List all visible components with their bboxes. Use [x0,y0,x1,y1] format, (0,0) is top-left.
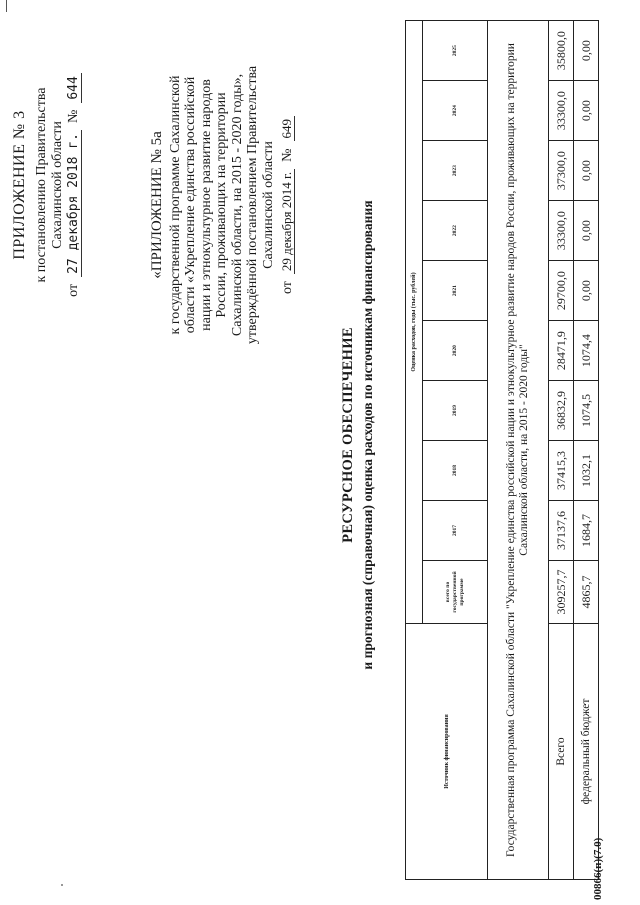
cell-value: 4865,7 [574,561,599,624]
cell-value: 0,00 [574,141,599,201]
appendix-date: 27 декабря 2018 г. [66,130,82,277]
appendix-5a-line: утверждённой постановлением Правительства [245,65,260,345]
total-header: всего по государственной программе [423,561,488,624]
appendix-5a-line: нации и этнокультурное развитие народов [198,79,214,331]
program-title: Государственная программа Сахалинской области "Укрепление единства российской нации и этнокультурное развитие народов России, проживающих на территории Сахалинской области, на 2015 - 2020 годы" [488,21,549,880]
appendix-5a-number: 649 [279,116,295,142]
year-header: 2018 [423,441,488,501]
cell-value: 1684,7 [574,501,599,561]
year-header: 2020 [423,321,488,381]
cell-value: 0,00 [574,81,599,141]
year-header: 2024 [423,81,488,141]
source-header: Источник финансирования [406,624,488,880]
date-prefix: от [280,281,295,295]
document-code: 00866(п)(7.0) [592,837,604,900]
cell-value: 29700,0 [549,261,574,321]
number-prefix: № [280,148,295,162]
cell-value: 33300,0 [549,81,574,141]
document-heading [340,145,376,725]
table-row [574,21,599,880]
appendix-title: ПРИЛОЖЕНИЕ № 3 [11,110,28,260]
appendix-5a-date: 29 декабря 2014 г. [279,169,295,274]
year-header: 2019 [423,381,488,441]
appendix-5a-line: к государственной программе Сахалинской [167,75,183,335]
cell-value: 1074,4 [574,321,599,381]
table-header-row [406,21,423,880]
appendix-line-1: к постановлению Правительства [34,87,49,283]
cell-value: 33300,0 [549,201,574,261]
appendix-5a-line: России, проживающих на территории [214,92,229,318]
year-header: 2022 [423,201,488,261]
appendix-5a-title: «ПРИЛОЖЕНИЕ № 5а [149,131,165,279]
row-label: Всего [549,624,574,880]
cell-value: 1032,1 [574,441,599,501]
year-header: 2021 [423,261,488,321]
cell-value: 0,00 [574,21,599,81]
table-row [549,21,574,880]
estimate-header: Оценка расходов, годы (тыс. рублей) [406,21,423,624]
cell-value: 37415,3 [549,441,574,501]
appendix-date-line [66,25,82,345]
year-header: 2017 [423,501,488,561]
program-title-row [488,21,549,880]
cell-value: 309257,7 [549,561,574,624]
cell-value: 35800,0 [549,21,574,81]
year-header: 2023 [423,141,488,201]
cell-value: 28471,9 [549,321,574,381]
year-header: 2025 [423,21,488,81]
appendix-5a-line: Сахалинской области, на 2015 - 2020 годы», [229,73,245,337]
appendix-block [12,25,82,345]
resources-table [405,20,599,880]
appendix-line-2: Сахалинской области [50,121,65,249]
appendix-5a-line: Сахалинской области [260,141,276,269]
appendix-number: 644 [66,73,82,102]
cell-value: 1074,5 [574,381,599,441]
cell-value: 37300,0 [549,141,574,201]
date-prefix: от [66,283,81,297]
appendix-5a-date-line [279,40,296,370]
row-label: федеральный бюджет [574,624,599,880]
number-prefix: № [66,109,81,124]
cell-value: 0,00 [574,261,599,321]
cell-value: 36832,9 [549,381,574,441]
appendix-5a-line: области «Укрепление единства российской [183,76,198,334]
appendix-5a-block [150,40,296,370]
heading-subtitle: и прогнозная (справочная) оценка расходов по источникам финансирования [360,200,375,670]
cell-value: 37137,6 [549,501,574,561]
heading-title: РЕСУРСНОЕ ОБЕСПЕЧЕНИЕ [340,327,356,543]
cell-value: 0,00 [574,201,599,261]
